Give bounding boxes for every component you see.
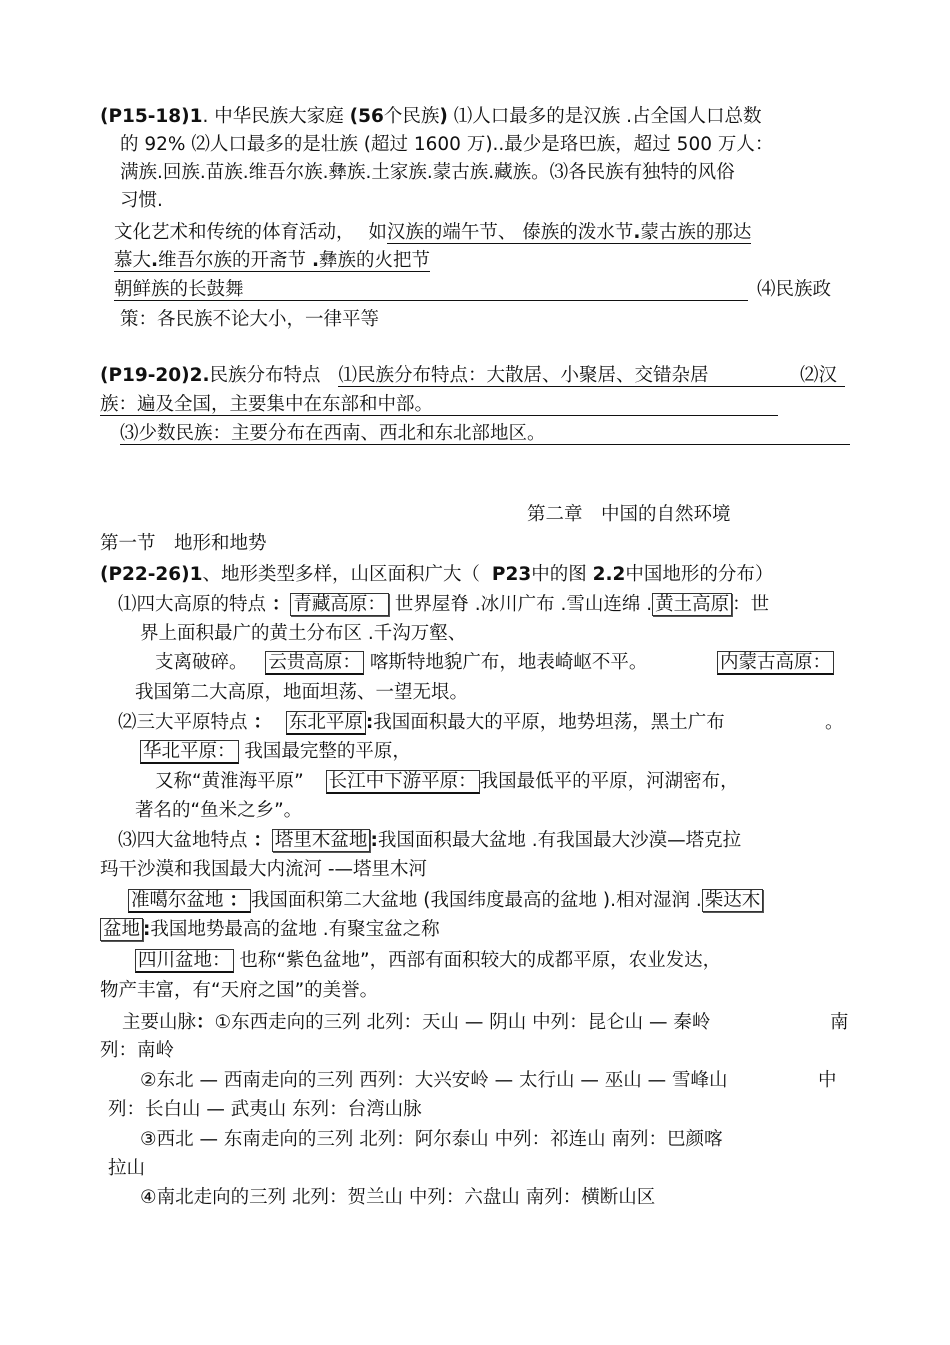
para1-line1: (P15-18)1. 中华民族大家庭 (56个民族) ⑴人口最多的是汉族 .占全国人口总数: [100, 106, 762, 127]
plateau-line3: 支离破碎。 云贵高原： 喀斯特地貌广布，地表崎岖不平。: [155, 652, 648, 673]
underline-rule: [100, 415, 778, 416]
plain-line2: 华北平原： 我国最完整的平原，: [140, 739, 411, 765]
mountain-line3-end: 中: [818, 1070, 837, 1091]
para1-ref: (P15-18)1: [100, 106, 203, 127]
tarim-basin-box: 塔里木盆地: [272, 829, 371, 852]
underline-rule: [120, 444, 850, 445]
festival-list-underline: 汉族的端午节、 傣族的泼水节.蒙古族的那达: [386, 222, 752, 243]
basin-line4: 盆地 :我国地势最高的盆地 .有聚宝盆之称: [100, 917, 440, 943]
para1-line2: 的 92% ⑵人口最多的是壮族 (超过 1600 万)..最少是珞巴族，超过 500 万人：: [120, 134, 774, 155]
para1-line5: 文化艺术和传统的体育活动， 如汉族的端午节、 傣族的泼水节.蒙古族的那达: [114, 222, 752, 243]
plain-line4: 著名的“鱼米之乡”。: [135, 800, 303, 821]
para2-line1: (P19-20)2.民族分布特点 ⑴民族分布特点：大散居、小聚居、交错杂居: [100, 365, 709, 386]
underline-rule: [340, 386, 845, 387]
para1-line8: 策：各民族不论大小，一律平等: [120, 309, 380, 330]
loess-plateau-box: 黄土高原: [652, 593, 732, 616]
plain-line1: ⑵三大平原特点 ： 东北平原 :我国面积最大的平原，地势坦荡，黑土广布: [118, 712, 725, 733]
mountain-line1: 主要山脉：①东西走向的三列 北列：天山 — 阴山 中列：昆仑山 — 秦岭: [122, 1012, 711, 1033]
mountain-line6: 拉山: [108, 1158, 146, 1179]
mountain-line2: 列：南岭: [100, 1040, 175, 1061]
mountain-line5: ③西北 — 东南走向的三列 北列：阿尔泰山 中列：祁连山 南列：巴颜喀: [140, 1129, 723, 1150]
underline-rule: [114, 300, 748, 301]
basin-line2: 玛干沙漠和我国最大内流河 -—塔里木河: [100, 859, 428, 880]
basin-line1: ⑶四大盆地特点 ： 塔里木盆地 :我国面积最大盆地 .有我国最大沙漠—塔克拉: [118, 830, 742, 851]
mountain-line4: 列：长白山 — 武夷山 东列：台湾山脉: [108, 1099, 422, 1120]
yunnan-guizhou-plateau-box: 云贵高原：: [265, 651, 364, 675]
chapter-title: 第二章 中国的自然环境: [527, 504, 731, 525]
basin-line5: 四川盆地： 也称“紫色盆地”，西部有面积较大的成都平原，农业发达，: [135, 948, 721, 974]
para1-line4: 习惯.: [120, 190, 163, 211]
plateau-line2: 界上面积最广的黄土分布区 .千沟万壑、: [140, 623, 467, 644]
plain-line3: 又称“黄淮海平原” 长江中下游平原： 我国最低平的平原，河湖密布，: [155, 771, 739, 792]
para1-line6: 慕大.维吾尔族的开斋节 .彝族的火把节: [114, 250, 430, 271]
plateau-line4: 我国第二大高原，地面坦荡、一望无垠。: [135, 682, 469, 703]
basin-line3: 准噶尔盆地 ： 我国面积第二大盆地 (我国纬度最高的盆地 ).相对湿润 . 柴达木: [128, 888, 763, 914]
mountain-line3: ②东北 — 西南走向的三列 西列：大兴安岭 — 太行山 — 巫山 — 雪峰山: [140, 1070, 728, 1091]
para1-line7: 朝鲜族的长鼓舞: [114, 279, 244, 300]
qinghai-tibet-plateau-box: 青藏高原：: [290, 593, 389, 616]
para3-ref: (P22-26)1: [100, 564, 203, 585]
para2-line3: ⑶少数民族：主要分布在西南、西北和东北部地区。: [120, 423, 546, 444]
northeast-plain-box: 东北平原: [286, 711, 366, 735]
para2-ref: (P19-20)2.: [100, 365, 210, 386]
para2-line1-right: ⑵汉: [800, 365, 838, 386]
qaidam-basin-box-2: 盆地: [100, 918, 143, 941]
north-china-plain-box: 华北平原：: [140, 740, 239, 764]
para1-line3: 满族.回族.苗族.维吾尔族.彝族.土家族.蒙古族.藏族。⑶各民族有独特的风俗: [120, 162, 735, 183]
inner-mongolia-plateau-box: 内蒙古高原：: [717, 650, 834, 676]
sichuan-basin-box: 四川盆地：: [135, 949, 234, 973]
mountain-line7: ④南北走向的三列 北列：贺兰山 中列：六盘山 南列：横断山区: [140, 1187, 656, 1208]
yangtze-plain-box: 长江中下游平原：: [326, 770, 480, 794]
basin-line6: 物产丰富，有“天府之国”的美誉。: [100, 980, 379, 1001]
section-title: 第一节 地形和地势: [100, 533, 267, 554]
mountain-line1-end: 南: [830, 1012, 849, 1033]
plateau-line1: ⑴四大高原的特点 ： 青藏高原： 世界屋脊 .冰川广布 .雪山连绵 . 黄土高原 ：世: [118, 594, 770, 615]
qaidam-basin-box: 柴达木: [702, 889, 764, 912]
junggar-basin-box: 准噶尔盆地 ：: [128, 889, 251, 913]
plain-line1-end: 。: [825, 712, 844, 733]
para2-line2: 族：遍及全国，主要集中在东部和中部。: [100, 394, 434, 415]
para1-line7-right: ⑷民族政: [757, 279, 832, 300]
para3-line1: (P22-26)1、地形类型多样，山区面积广大（ P23中的图 2.2中国地形的分布）: [100, 564, 774, 585]
